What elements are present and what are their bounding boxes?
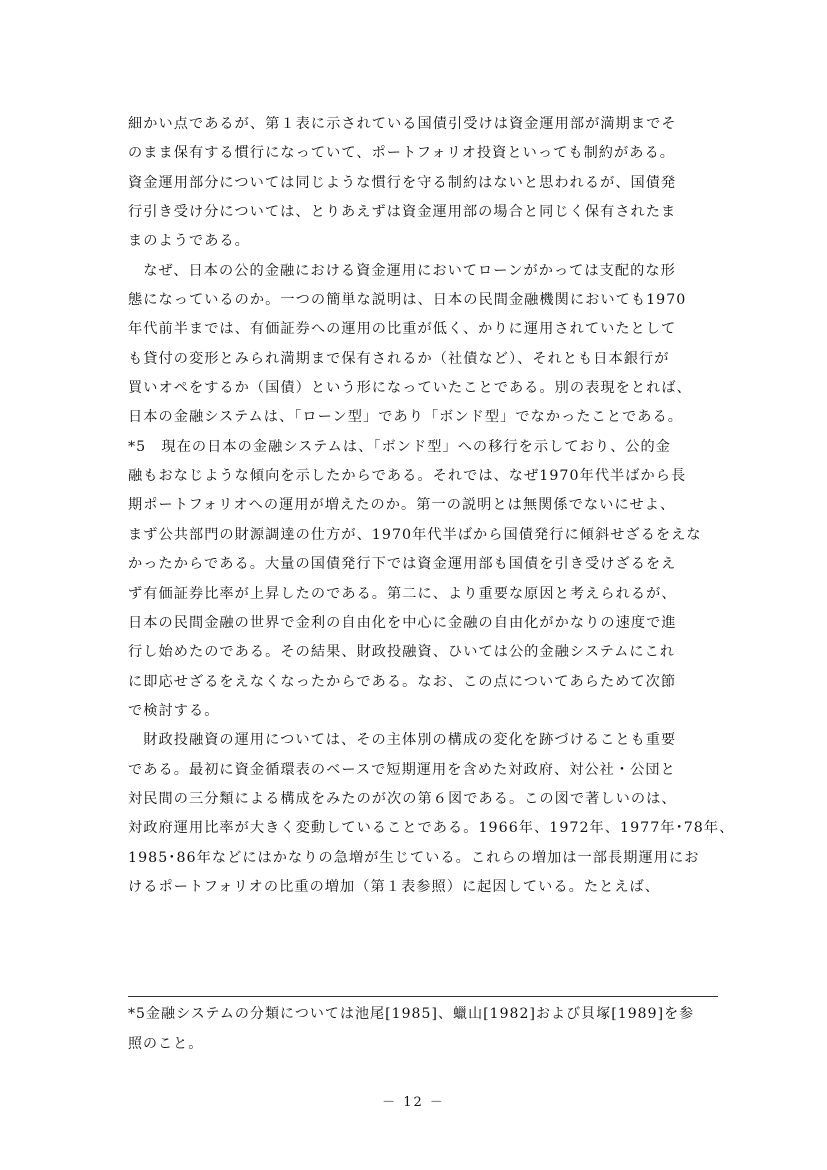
footnote [128,999,728,1059]
body-line: ず有価証券比率が上昇したのである。第二に、より重要な原因と考えられるが、 [128,585,677,602]
body-text [128,110,735,902]
body-line: 買いオペをするか（国債）という形になっていたことである。別の表現をとれば、 [128,380,692,397]
body-line: 財政投融資の運用については、その主体別の構成の変化を跡づけることも重要 [128,732,677,749]
footnote-line: 照のこと。 [128,1036,204,1052]
body-line: である。最初に資金循環表のベースで短期運用を含めた対政府、対公社・公団と [128,761,676,778]
page-number: － 12 － [382,1095,445,1110]
body-line: 日本の民間金融の世界で金利の自由化を中心に金融の自由化がかなりの速度で進 [128,614,677,631]
body-line: 年代前半までは、有価証券への運用の比重が低く、かりに運用されていたとして [128,321,677,338]
body-line: 融もおなじような傾向を示したからである。それでは、なぜ1970年代半ばから長 [128,468,687,485]
body-line: も貸付の変形とみられ満期まで保有されるか（社債など）、それとも日本銀行が [128,350,670,367]
body-line: 行し始めたのである。その結果、財政投融資、ひいては公的金融システムにこれ [128,644,676,661]
footnote-line: *5金融システムの分類については池尾[1985]、蠟山[1982]および貝塚[1989]を参 [128,1006,695,1022]
body-line: 行引き受け分については、とりあえずは資金運用部の場合と同じく保有されたま [128,204,677,221]
body-line: まのようである。 [128,233,250,250]
body-line: 細かい点であるが、第１表に示されている国債引受けは資金運用部が満期までそ [128,116,677,132]
body-line: 日本の金融システムは、「ローン型」であり「ボンド型」でなかったことである。 [128,409,683,426]
body-line: 対民間の三分類による構成をみたのが次の第６図である。この図で著しいのは、 [128,790,677,807]
body-line: 期ポートフォリオへの運用が増えたのか。第一の説明とは無関係でないにせよ、 [128,497,676,514]
body-line: 対政府運用比率が大きく変動していることである。1966年、1972年、1977年･78年、 [128,820,735,837]
body-line: に即応せざるをえなくなったからである。なお、この点についてあらためて次節 [128,673,677,690]
body-line: 態になっているのか。一つの簡単な説明は、日本の民間金融機関においても1970 [128,292,687,309]
body-line: けるポートフォリオの比重の増加（第１表参照）に起因している。たとえば、 [128,878,661,895]
body-line: *5 現在の日本の金融システムは、「ボンド型」への移行を示しており、公的金 [128,438,672,455]
footnote-divider [128,996,718,997]
body-line: で検討する。 [128,702,220,719]
body-line: かったからである。大量の国債発行下では資金運用部も国債を引き受けざるをえ [128,556,677,573]
body-line: 資金運用部分については同じような慣行を守る制約はないと思われるが、国債発 [128,174,677,191]
body-line: のまま保有する慣行になっていて、ポートフォリオ投資といっても制約がある。 [128,145,675,162]
body-line: まず公共部門の財源調達の仕方が、1970年代半ばから国債発行に傾斜せざるをえな [128,526,702,543]
body-line: なぜ、日本の公的金融における資金運用においてローンがかっては支配的な形 [128,262,676,279]
body-line: 1985･86年などにはかなりの急増が生じている。これらの増加は一部長期運用にお [128,849,700,866]
